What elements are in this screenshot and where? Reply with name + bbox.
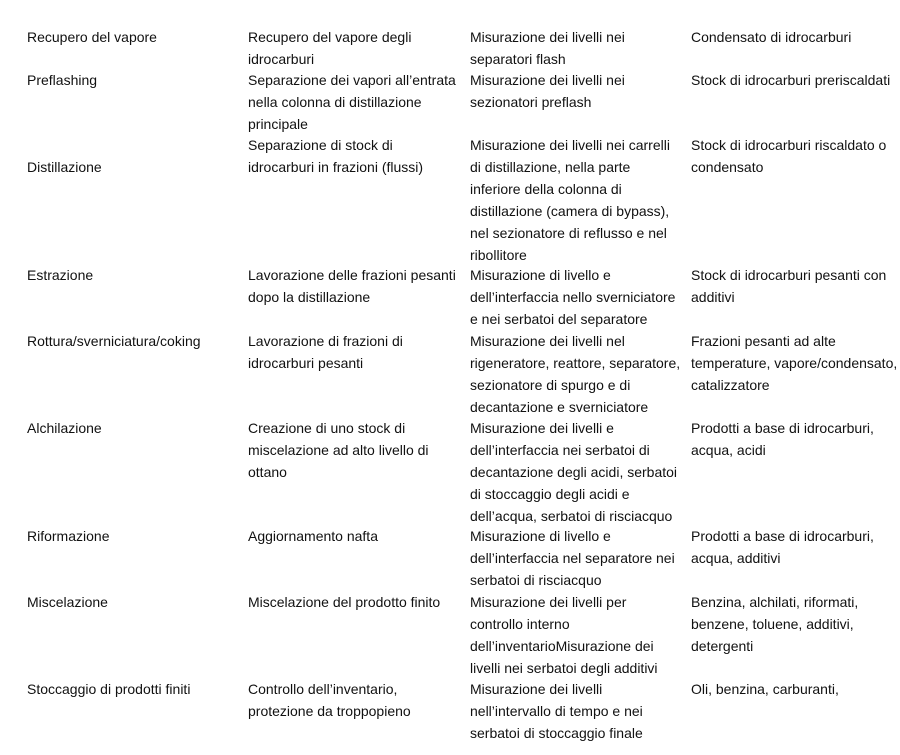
media-cell: [691, 591, 896, 657]
media-cell: [691, 330, 896, 396]
purpose-cell: [248, 591, 463, 613]
purpose-cell: [248, 330, 463, 374]
process-cell: [27, 678, 242, 700]
cell-text-line: Misurazione dei livelli nei: [470, 72, 625, 88]
cell-text-line: principale: [248, 116, 308, 132]
cell-text-line: Misurazione dei livelli nei carrelli: [470, 137, 670, 153]
cell-text-line: Estrazione: [27, 267, 94, 283]
media-cell: [691, 26, 896, 48]
process-cell: [27, 330, 242, 352]
media-cell: [691, 264, 896, 308]
cell-text-line: Misurazione dei livelli: [470, 681, 603, 697]
cell-text-line: idrocarburi pesanti: [248, 355, 364, 371]
measurement-cell: [470, 69, 685, 113]
cell-text-line: nel sezionatore di reflusso e nel: [470, 225, 667, 241]
cell-text-line: nell’intervallo di tempo e nei: [470, 703, 643, 719]
cell-text-line: Stoccaggio di prodotti finiti: [27, 681, 191, 697]
media-cell: [691, 134, 896, 178]
cell-text-line: benzene, toluene, additivi,: [691, 616, 854, 632]
cell-text-line: rigeneratore, reattore, separatore,: [470, 355, 681, 371]
cell-text-line: nella colonna di distillazione: [248, 94, 422, 110]
cell-text-line: dopo la distillazione: [248, 289, 371, 305]
process-cell: [27, 26, 242, 48]
cell-text-line: Recupero del vapore degli: [248, 29, 412, 45]
purpose-cell: [248, 264, 463, 308]
cell-text-line: Distillazione: [27, 159, 102, 175]
cell-text-line: Misurazione di livello e: [470, 267, 611, 283]
cell-text-line: condensato: [691, 159, 764, 175]
cell-text-line: ottano: [248, 464, 287, 480]
cell-text-line: dell’interfaccia nello sverniciatore: [470, 289, 676, 305]
cell-text-line: Controllo dell’inventario,: [248, 681, 398, 697]
cell-text-line: Miscelazione: [27, 594, 108, 610]
process-cell: [27, 525, 242, 547]
cell-text-line: di stoccaggio degli acidi e: [470, 486, 630, 502]
process-cell: [27, 417, 242, 439]
measurement-cell: [470, 678, 685, 744]
purpose-cell: [248, 26, 463, 70]
measurement-cell: [470, 591, 685, 679]
purpose-cell: [248, 525, 463, 547]
purpose-cell: [248, 134, 463, 178]
cell-text-line: Stock di idrocarburi preriscaldati: [691, 72, 891, 88]
cell-text-line: e nei serbatoi del separatore: [470, 311, 648, 327]
cell-text-line: Stock di idrocarburi riscaldato o: [691, 137, 887, 153]
cell-text-line: serbatoi di stoccaggio finale: [470, 725, 643, 741]
cell-text-line: Riformazione: [27, 528, 110, 544]
cell-text-line: inferiore della colonna di: [470, 181, 622, 197]
process-cell: [27, 134, 242, 178]
media-cell: [691, 525, 896, 569]
cell-text-line: Separazione dei vapori all’entrata: [248, 72, 456, 88]
measurement-cell: [470, 26, 685, 70]
cell-text-line: Misurazione dei livelli per: [470, 594, 627, 610]
cell-text-line: Oli, benzina, carburanti,: [691, 681, 839, 697]
media-cell: [691, 69, 896, 91]
cell-text-line: di distillazione, nella parte: [470, 159, 631, 175]
cell-text-line: sezionatore di spurgo e di: [470, 377, 631, 393]
cell-text-line: catalizzatore: [691, 377, 770, 393]
cell-text-line: ribollitore: [470, 247, 527, 263]
cell-text-line: Preflashing: [27, 72, 98, 88]
cell-text-line: Condensato di idrocarburi: [691, 29, 852, 45]
purpose-cell: [248, 417, 463, 483]
cell-text-line: Alchilazione: [27, 420, 102, 436]
measurement-cell: [470, 330, 685, 418]
cell-text-line: additivi: [691, 289, 735, 305]
cell-text-line: Creazione di uno stock di: [248, 420, 406, 436]
media-cell: [691, 417, 896, 461]
cell-text-line: distillazione (camera di bypass),: [470, 203, 670, 219]
cell-text-line: acqua, additivi: [691, 550, 781, 566]
cell-text-line: Misurazione di livello e: [470, 528, 611, 544]
cell-text-line: Lavorazione delle frazioni pesanti: [248, 267, 456, 283]
cell-text-line: Prodotti a base di idrocarburi,: [691, 420, 874, 436]
cell-text-line: livelli nei serbatoi degli additivi: [470, 660, 658, 676]
cell-text-line: Rottura/sverniciatura/coking: [27, 333, 201, 349]
cell-text-line: temperature, vapore/condensato,: [691, 355, 898, 371]
cell-text-line: Misurazione dei livelli nel: [470, 333, 625, 349]
measurement-cell: [470, 134, 685, 266]
cell-text-line: protezione da troppopieno: [248, 703, 411, 719]
process-cell: [27, 69, 242, 91]
cell-text-line: miscelazione ad alto livello di: [248, 442, 429, 458]
cell-text-line: Stock di idrocarburi pesanti con: [691, 267, 887, 283]
cell-text-line: Misurazione dei livelli e: [470, 420, 614, 436]
cell-text-line: Lavorazione di frazioni di: [248, 333, 403, 349]
purpose-cell: [248, 678, 463, 722]
cell-text-line: Miscelazione del prodotto finito: [248, 594, 441, 610]
cell-text-line: serbatoi di risciacquo: [470, 572, 602, 588]
cell-text-line: Separazione di stock di: [248, 137, 393, 153]
cell-text-line: idrocarburi in frazioni (flussi): [248, 159, 424, 175]
cell-text-line: Benzina, alchilati, riformati,: [691, 594, 859, 610]
cell-text-line: Recupero del vapore: [27, 29, 157, 45]
cell-text-line: detergenti: [691, 638, 754, 654]
cell-text-line: Aggiornamento nafta: [248, 528, 378, 544]
process-cell: [27, 264, 242, 286]
cell-text-line: Misurazione dei livelli nei: [470, 29, 625, 45]
measurement-cell: [470, 417, 685, 527]
cell-text-line: idrocarburi: [248, 51, 315, 67]
cell-text-line: dell’interfaccia nel separatore nei: [470, 550, 675, 566]
cell-text-line: dell’inventarioMisurazione dei: [470, 638, 654, 654]
cell-text-line: decantazione degli acidi, serbatoi: [470, 464, 678, 480]
media-cell: [691, 678, 896, 700]
cell-text-line: dell’acqua, serbatoi di risciacquo: [470, 508, 673, 524]
cell-text-line: Prodotti a base di idrocarburi,: [691, 528, 874, 544]
process-cell: [27, 591, 242, 613]
measurement-cell: [470, 264, 685, 330]
cell-text-line: sezionatori preflash: [470, 94, 592, 110]
purpose-cell: [248, 69, 463, 135]
cell-text-line: dell’interfaccia nei serbatoi di: [470, 442, 650, 458]
cell-text-line: controllo interno: [470, 616, 570, 632]
cell-text-line: acqua, acidi: [691, 442, 766, 458]
measurement-cell: [470, 525, 685, 591]
cell-text-line: decantazione e sverniciatore: [470, 399, 649, 415]
cell-text-line: separatori flash: [470, 51, 566, 67]
cell-text-line: Frazioni pesanti ad alte: [691, 333, 836, 349]
